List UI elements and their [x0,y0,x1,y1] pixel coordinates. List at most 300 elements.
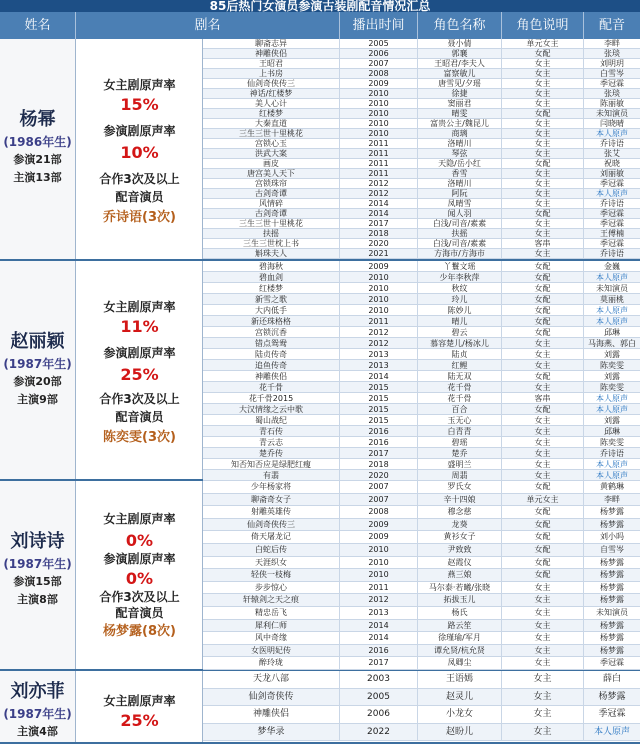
role-name: 拓拔玉儿 [418,594,502,606]
drama-title: 碧血剑 [203,272,340,282]
role-name: 辛十四娘 [418,494,502,506]
drama-title: 红楼梦 [203,109,340,118]
air-year: 2014 [340,632,418,644]
drama-title: 轻侠一枝梅 [203,569,340,581]
air-year: 2012 [340,179,418,188]
drama-title: 古剑奇谭 [203,189,340,198]
drama-title: 犀利仁师 [203,620,340,632]
drama-title: 天龙八部 [203,671,340,688]
drama-title: 美人心计 [203,99,340,108]
dubbing-actor: 陈丽敏 [600,99,624,108]
header-airtime: 播出时间 [340,12,418,39]
air-year: 2013 [340,349,418,359]
actor-birth: (1986年生) [3,135,72,149]
dubbing-actor: 本人原声 [596,317,628,326]
drama-title: 神雕侠侣 [203,49,340,58]
dubbing-actor: 季冠霖 [600,79,624,88]
actor-block [0,481,640,671]
table-row [203,426,640,437]
dubbing-actor: 季冠霖 [600,239,624,248]
drama-title: 青云志 [203,437,340,447]
role-type: 女配 [502,569,584,581]
dubbing-actor: 本人原声 [596,306,628,315]
table-row [203,437,640,448]
table-row [203,199,640,209]
drama-title: 上书房 [203,69,340,78]
drama-title: 醉玲珑 [203,657,340,669]
actor-block [0,261,640,481]
header-name: 姓名 [0,12,76,39]
table-row [203,249,640,259]
air-year: 2010 [340,89,418,98]
dubbing-actor: 乔诗语 [600,249,624,258]
role-name: 碧云 [418,327,502,337]
drama-title: 射雕英雄传 [203,506,340,518]
air-year: 2012 [340,338,418,348]
role-name: 凤卿尘 [418,657,502,669]
drama-title: 蜀山战纪 [203,415,340,425]
table-row [203,481,640,494]
role-name: 碧瑶 [418,437,502,447]
dubbing-actor: 本人原声 [596,129,628,138]
dubbing-actor: 李畔 [604,494,620,504]
dubbing-actor: 陈奕雯 [600,438,624,447]
actor-block [0,39,640,261]
dubbing-actor: 乔诗语 [600,449,624,458]
dubbing-actor: 刘露 [604,350,620,359]
drama-list [203,261,640,481]
actor-participation-count: 参演20部 [13,375,62,388]
role-name: 红鲤 [418,360,502,370]
actor-participation-count: 参演21部 [13,153,62,166]
air-year: 2010 [340,129,418,138]
lead-rate-value: 15% [120,95,159,114]
drama-title: 古剑奇谭 [203,209,340,218]
role-name: 百合 [418,404,502,414]
air-year: 2020 [340,470,418,480]
dubbing-actor: 自雪岑 [600,545,624,554]
drama-title: 神雕侠侣 [203,706,340,723]
role-type: 客串 [502,393,584,403]
dubbing-actor: 乔诗语 [600,139,624,148]
air-year: 2013 [340,360,418,370]
table-row [203,239,640,249]
role-type: 女主 [502,706,584,723]
dubbing-actor: 白雪岑 [600,69,624,78]
table-row [203,459,640,470]
drama-title: 聊斋志异 [203,39,340,48]
drama-title: 唐宫美人天下 [203,169,340,178]
role-type: 女主 [502,448,584,458]
dubbing-actor: 杨梦露 [600,620,624,630]
table-row [203,69,640,79]
dubbing-actor: 金巍 [604,262,620,271]
role-type: 女主 [502,338,584,348]
role-name: 花千骨 [418,393,502,403]
role-type: 女主 [502,139,584,148]
table-row [203,519,640,532]
dubbing-actor: 杨梦露 [600,557,624,567]
role-type: 女主 [502,632,584,644]
role-name: 晴雯 [418,109,502,118]
lead-rate-label: 女主剧原声率 [103,300,176,314]
role-type: 女主 [502,360,584,370]
role-name: 玉无心 [418,415,502,425]
role-type: 女主 [502,199,584,208]
drama-title: 大秦直道 [203,119,340,128]
header-drama: 剧名 [76,12,340,39]
air-year: 2020 [340,239,418,248]
dubbing-actor: 杨梦露 [600,645,624,655]
air-year: 2006 [340,49,418,58]
table-row [203,272,640,283]
role-name: 赵灵儿 [418,689,502,706]
coop-label: 合作3次及以上 [99,590,180,604]
air-year: 2011 [340,149,418,158]
role-type: 女配 [502,531,584,543]
role-name: 晴儿 [418,316,502,326]
role-type: 女主 [502,229,584,238]
table-row [203,632,640,645]
actor-birth: (1987年生) [3,357,72,371]
table-row [203,393,640,404]
table-row [203,689,640,707]
role-name: 窦丽君 [418,99,502,108]
role-name: 黄衫女子 [418,531,502,543]
air-year: 2012 [340,189,418,198]
table-row [203,261,640,272]
role-name: 罗氏女 [418,481,502,493]
table-row [203,219,640,229]
role-type: 女配 [502,506,584,518]
table-row [203,189,640,199]
air-year: 2014 [340,209,418,218]
coop-label: 配音演员 [115,410,164,424]
air-year: 2010 [340,557,418,569]
drama-title: 青石传 [203,426,340,436]
dubbing-actor: 邱琳 [604,328,620,337]
air-year: 2017 [340,219,418,228]
role-type: 女主 [502,169,584,178]
role-name: 阿阮 [418,189,502,198]
role-name: 秋纹 [418,283,502,293]
role-name: 富察敏儿 [418,69,502,78]
air-year: 2016 [340,437,418,447]
air-year: 2010 [340,119,418,128]
role-type: 女配 [502,209,584,218]
drama-title: 倚天屠龙记 [203,531,340,543]
table-row [203,49,640,59]
air-year: 2015 [340,393,418,403]
drama-title: 斛珠夫人 [203,249,340,258]
table-row [203,159,640,169]
air-year: 2009 [340,261,418,271]
dubbing-actor: 本人原声 [596,189,628,198]
air-year: 2005 [340,39,418,48]
role-name: 少年李秋萍 [418,272,502,282]
dubbing-actor: 刘露 [604,416,620,425]
role-type: 女主 [502,349,584,359]
drama-title: 白蛇后传 [203,544,340,556]
table-row [203,360,640,371]
drama-title: 王昭君 [203,59,340,68]
role-type: 女配 [502,272,584,282]
air-year: 2009 [340,519,418,531]
actor-block [0,671,640,744]
air-year: 2010 [340,109,418,118]
role-name: 琴弦 [418,149,502,158]
dubbing-actor: 本人原声 [596,471,628,480]
dubbing-actor: 未知演员 [596,109,628,118]
part-rate-label: 参演剧原声率 [103,552,176,566]
role-type: 女主 [502,620,584,632]
dubbing-actor: 杨梦露 [600,507,624,517]
dubbing-actor: 陈奕雯 [600,383,624,392]
drama-title: 三生三世十里桃花 [203,219,340,228]
role-type: 女配 [502,283,584,293]
role-type: 女主 [502,119,584,128]
air-year: 2011 [340,139,418,148]
role-name: 聂小倩 [418,39,502,48]
table-row [203,89,640,99]
table-row [203,209,640,219]
part-rate-value: 0% [125,569,154,588]
dubbing-actor: 季冠霖 [600,179,624,188]
role-type: 女主 [502,89,584,98]
table-row [203,494,640,507]
drama-list [203,481,640,670]
drama-title: 新雪之歌 [203,294,340,304]
table-row [203,99,640,109]
role-name: 徐捷 [418,89,502,98]
role-type: 女配 [502,481,584,493]
drama-title: 花千骨 [203,382,340,392]
air-year: 2010 [340,294,418,304]
dubbing-actor: 张琰 [604,89,620,98]
role-name: 穆念慈 [418,506,502,518]
role-name: 方海市/方海市 [418,249,502,258]
lead-rate-value: 11% [120,317,159,336]
actor-info [0,671,76,742]
role-type: 女主 [502,59,584,68]
drama-title: 碧海秋 [203,261,340,271]
role-name: 陆贞 [418,349,502,359]
role-name: 谭允贤/杭允贤 [418,645,502,657]
table-row [203,109,640,119]
role-type: 女主 [502,459,584,469]
air-year: 2010 [340,544,418,556]
drama-list [203,39,640,259]
table-row [203,349,640,360]
role-name: 尹致致 [418,544,502,556]
table-row [203,59,640,69]
table-row [203,139,640,149]
dubbing-actor: 未知演员 [596,284,628,293]
role-type: 女配 [502,519,584,531]
table-row [203,671,640,689]
drama-title: 精忠岳飞 [203,607,340,619]
actor-name: 刘亦菲 [10,681,65,702]
part-rate-label: 参演剧原声率 [103,346,176,360]
header-role-desc: 角色说明 [502,12,584,39]
air-year: 2010 [340,283,418,293]
role-type: 女配 [502,371,584,381]
role-name: 白浅/司音/素素 [418,239,502,248]
air-year: 2015 [340,382,418,392]
dubbing-actor: 季冠霖 [600,658,624,668]
table-row [203,582,640,595]
coop-actor: 杨梦露(8次) [103,624,176,639]
part-rate-label: 参演剧原声率 [103,124,176,138]
lead-rate-label: 女主剧原声率 [103,694,176,708]
table-row [203,179,640,189]
drama-title: 楚乔传 [203,448,340,458]
role-name: 陆无双 [418,371,502,381]
air-year: 2010 [340,272,418,282]
drama-title: 聊斋奇女子 [203,494,340,506]
table-row [203,283,640,294]
dubbing-actor: 杨梦露 [600,595,624,605]
actor-stats [76,671,203,742]
role-name: 富贵公主/魏昆儿 [418,119,502,128]
table-row [203,149,640,159]
air-year: 2006 [340,706,418,723]
air-year: 2010 [340,305,418,315]
air-year: 2008 [340,506,418,518]
table-row [203,129,640,139]
role-type: 女主 [502,219,584,228]
drama-title: 仙剑奇侠传三 [203,519,340,531]
dubbing-actor: 本人原声 [596,405,628,414]
dubbing-actor: 刘小吗 [600,532,624,542]
drama-title: 错点鸳鸯 [203,338,340,348]
role-type: 女主 [502,671,584,688]
coop-actor: 乔诗语(3次) [103,210,176,225]
role-type: 女配 [502,544,584,556]
role-type: 女配 [502,159,584,168]
role-type: 女主 [502,470,584,480]
air-year: 2012 [340,594,418,606]
dubbing-actor: 杨梦露 [600,519,624,529]
role-type: 女主 [502,657,584,669]
table-row [203,338,640,349]
actor-stats [76,481,203,669]
drama-title: 仙剑奇侠传三 [203,79,340,88]
role-name: 闻人羽 [418,209,502,218]
dubbing-actor: 陈奕雯 [600,361,624,370]
dubbing-actor: 刘露 [604,372,620,381]
drama-title: 轩辕剑之天之痕 [203,594,340,606]
coop-actor: 陈奕雯(3次) [103,430,176,445]
air-year: 2017 [340,657,418,669]
drama-title: 追鱼传奇 [203,360,340,370]
drama-title: 梦华录 [203,724,340,741]
actor-stats [76,39,203,259]
table-row [203,470,640,481]
dubbing-actor: 本人原声 [596,460,628,469]
actor-birth: (1987年生) [3,707,72,721]
actor-participation-count: 参演15部 [13,575,62,588]
role-type: 女主 [502,69,584,78]
role-name: 王昭君/李夫人 [418,59,502,68]
role-name: 王语嫣 [418,671,502,688]
drama-title: 大汉情缘之云中歌 [203,404,340,414]
drama-title: 宫锁珠帘 [203,179,340,188]
dubbing-actor: 邱琳 [604,427,620,436]
role-name: 盛明兰 [418,459,502,469]
dubbing-actor: 闫晓晴 [600,119,624,128]
table-row [203,706,640,724]
table-row [203,724,640,742]
air-year: 2011 [340,316,418,326]
role-type: 女配 [502,49,584,58]
air-year: 2018 [340,229,418,238]
lead-rate-label: 女主剧原声率 [103,512,176,526]
role-name: 丫鬟文瑶 [418,261,502,271]
actor-leading-count: 主演13部 [13,171,62,184]
role-name: 花千骨 [418,382,502,392]
role-name: 白青青 [418,426,502,436]
role-name: 龙葵 [418,519,502,531]
role-name: 周翡 [418,470,502,480]
role-name: 陈妙儿 [418,305,502,315]
role-name: 白浅/司音/素素 [418,219,502,228]
role-type: 女主 [502,689,584,706]
role-name: 唐雪见/夕瑶 [418,79,502,88]
table-row [203,657,640,670]
part-rate-value: 10% [120,143,159,162]
table-row [203,294,640,305]
role-name: 天隐/岳小红 [418,159,502,168]
air-year: 2010 [340,99,418,108]
role-type: 单元女主 [502,494,584,506]
role-name: 马尔泰·若曦/张晓 [418,582,502,594]
table-row [203,569,640,582]
dubbing-actor: 刘丽敏 [600,169,624,178]
table-row [203,645,640,658]
coop-label: 合作3次及以上 [99,172,180,186]
dubbing-actor: 季冠霖 [600,209,624,218]
role-type: 女主 [502,645,584,657]
role-name: 楚乔 [418,448,502,458]
role-type: 女配 [502,109,584,118]
dubbing-actor: 本人原声 [596,273,628,282]
dubbing-actor: 祝晓 [604,159,620,168]
role-type: 女主 [502,129,584,138]
role-type: 女配 [502,294,584,304]
air-year: 2014 [340,371,418,381]
drama-title: 风中奇缘 [203,632,340,644]
table-row [203,229,640,239]
role-type: 女主 [502,415,584,425]
coop-label: 合作3次及以上 [99,392,180,406]
air-year: 2011 [340,159,418,168]
coop-label: 配音演员 [115,606,164,620]
header-role-name: 角色名称 [418,12,502,39]
air-year: 2018 [340,459,418,469]
actor-birth: (1987年生) [3,557,72,571]
drama-title: 洪武大案 [203,149,340,158]
role-name: 赵盼儿 [418,724,502,741]
role-type: 女配 [502,404,584,414]
air-year: 2014 [340,620,418,632]
table-row [203,594,640,607]
air-year: 2021 [340,249,418,258]
role-name: 燕三娘 [418,569,502,581]
air-year: 2016 [340,645,418,657]
air-year: 2016 [340,426,418,436]
dubbing-actor: 乔诗语 [600,199,624,208]
